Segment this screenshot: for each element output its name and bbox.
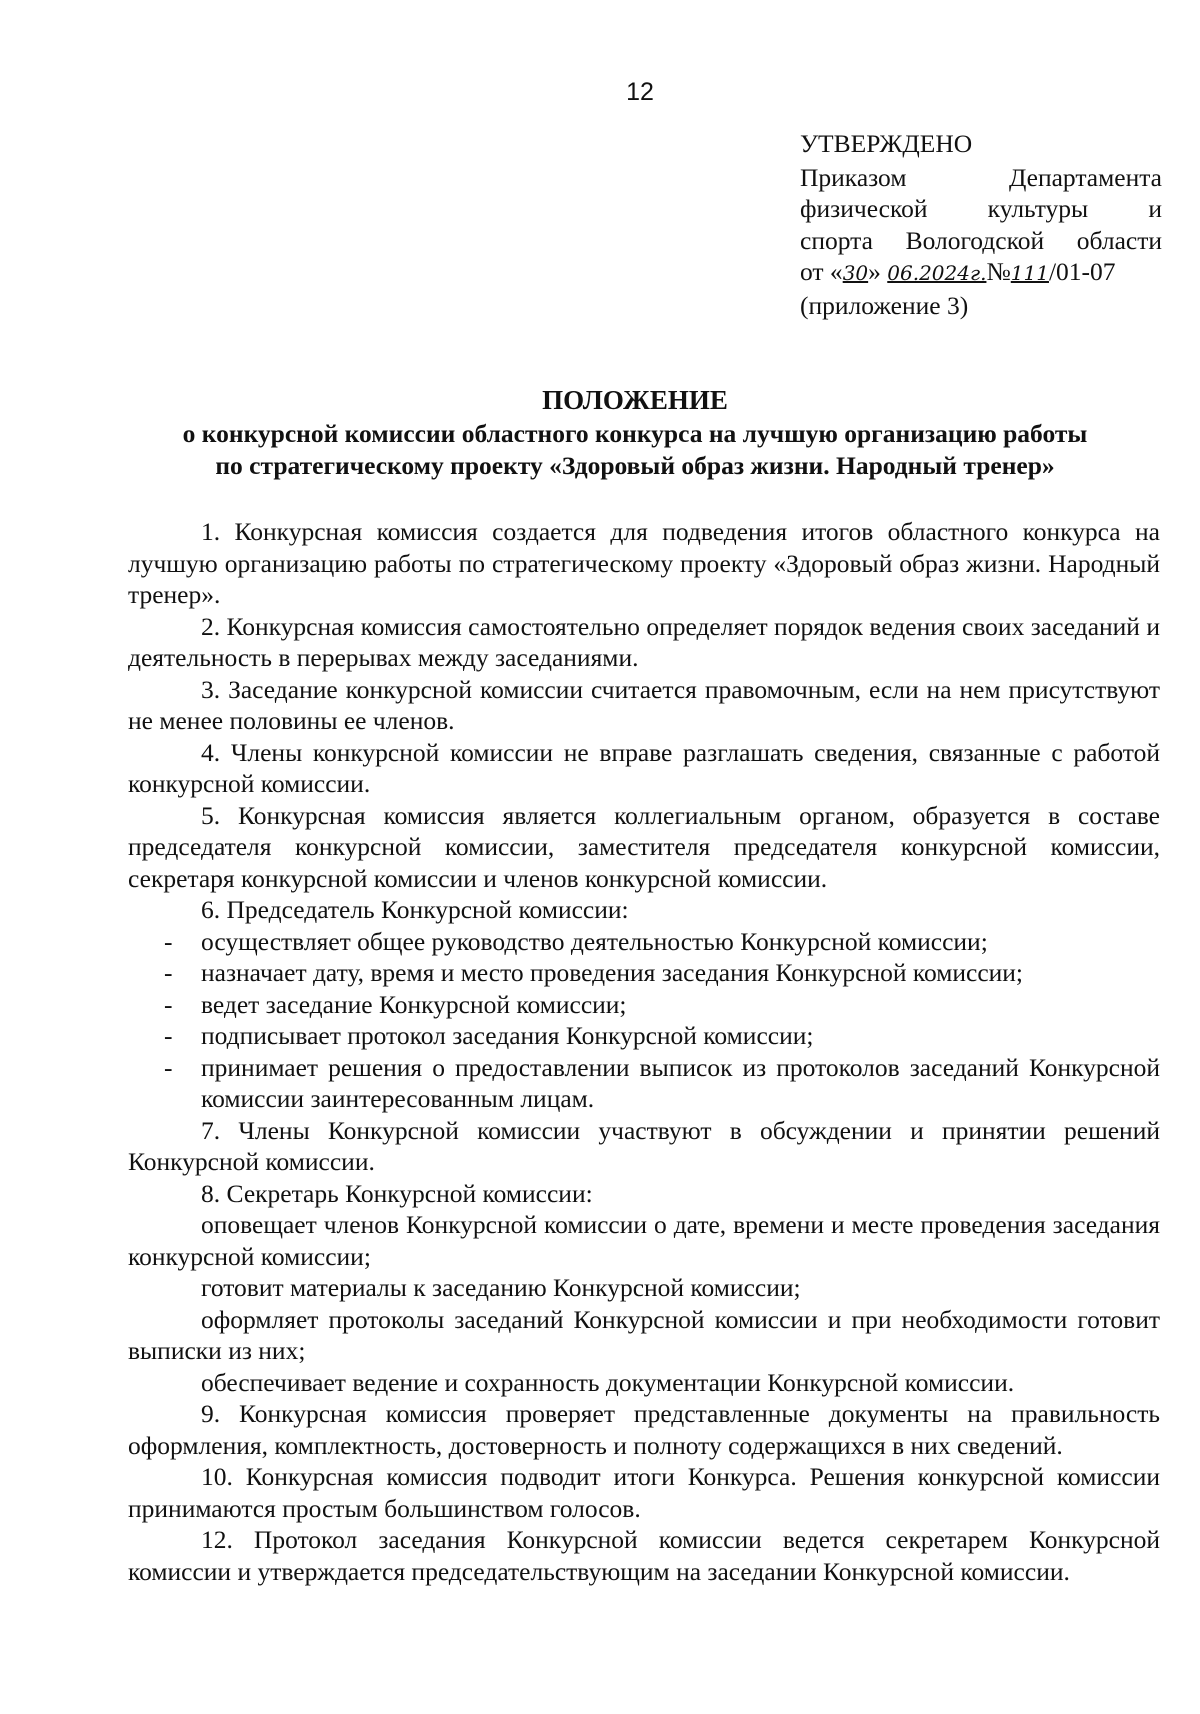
list-item	[128, 957, 1160, 989]
date-mid: »	[868, 257, 881, 286]
secretary-duty: оформляет протоколы заседаний Конкурсной комиссии и при необходимости готовит выписки из них;	[128, 1304, 1160, 1365]
subtitle-line-1: о конкурсной комиссии областного конкурса на лучшую организацию работы	[182, 419, 1088, 448]
number-prefix: №	[986, 257, 1011, 286]
paragraph-9: 9. Конкурсная комиссия проверяет представленные документы на правильность оформления, комплектность, достоверность и полноту содержащихся в них сведений.	[128, 1399, 1160, 1460]
document-title: ПОЛОЖЕНИЕ	[542, 385, 728, 415]
paragraph-5: 5. Конкурсная комиссия является коллегиальным органом, образуется в составе председателя конкурсной комиссии, заместителя председателя конкурсной комиссии, секретаря конкурсной комиссии и членов конкурсной комиссии.	[128, 800, 1160, 893]
subtitle-line-2: по стратегическому проекту «Здоровый образ жизни. Народный тренер»	[215, 451, 1055, 480]
handwritten-day: 30	[842, 261, 869, 285]
page-number: 12	[626, 78, 654, 106]
list-dash: -	[164, 958, 173, 987]
paragraph-4: 4. Члены конкурсной комиссии не вправе разглашать сведения, связанные с работой конкурсной комиссии.	[128, 737, 1160, 798]
list-dash: -	[164, 926, 173, 956]
approval-line-3: спорта Вологодской области	[800, 225, 1162, 255]
number-suffix: /01-07	[1048, 257, 1116, 286]
paragraph-1: 1. Конкурсная комиссия создается для подведения итогов областного конкурса на лучшую организацию работы по стратегическому проекту «Здоровый образ жизни. Народный тренер».	[128, 517, 1160, 609]
approval-heading: УТВЕРЖДЕНО	[800, 129, 973, 158]
paragraph-12: 12. Протокол заседания Конкурсной комиссии ведется секретарем Конкурсной комиссии и утверждается председательствующим на заседании Конкурсной комиссии.	[128, 1525, 1160, 1586]
list-item	[128, 989, 1160, 1021]
document-subtitle	[110, 418, 1160, 482]
handwritten-month-year: 06.2024г.	[887, 261, 987, 285]
handwritten-number: 111	[1010, 261, 1049, 285]
document-body	[128, 516, 1160, 1587]
list-item-text: принимает решения о предоставлении выписок из протоколов заседаний Конкурсной комиссии заинтересованным лицам.	[201, 1052, 1160, 1113]
paragraph-10: 10. Конкурсная комиссия подводит итоги Конкурса. Решения конкурсной комиссии принимаются простым большинством голосов.	[128, 1462, 1160, 1523]
list-item	[128, 1020, 1160, 1052]
approval-line-1: Приказом Департамента	[800, 162, 1162, 192]
secretary-duty: обеспечивает ведение и сохранность документации Конкурсной комиссии.	[201, 1367, 1015, 1397]
list-dash: -	[164, 989, 173, 1019]
list-item	[128, 1052, 1160, 1115]
approval-attachment: (приложение 3)	[800, 290, 969, 320]
list-item-text: ведет заседание Конкурсной комиссии;	[201, 989, 627, 1019]
secretary-duty: оповещает членов Конкурсной комиссии о дате, времени и месте проведения заседания конкурсной комиссии;	[128, 1210, 1160, 1271]
list-item-text: назначает дату, время и место проведения заседания Конкурсной комиссии;	[201, 958, 1024, 987]
approval-line-2: физической культуры и	[800, 194, 1162, 223]
list-dash: -	[164, 1052, 173, 1082]
paragraph-7: 7. Члены Конкурсной комиссии участвуют в обсуждении и принятии решений Конкурсной комиссии.	[128, 1115, 1160, 1176]
list-item-text: подписывает протокол заседания Конкурсной комиссии;	[201, 1021, 814, 1050]
paragraph-3: 3. Заседание конкурсной комиссии считается правомочным, если на нем присутствуют не менее половины ее членов.	[128, 674, 1160, 735]
approval-block	[800, 128, 1162, 321]
paragraph-2: 2. Конкурсная комиссия самостоятельно определяет порядок ведения своих заседаний и деятельность в перерывах между заседаниями.	[128, 611, 1160, 672]
date-prefix: от «	[800, 257, 843, 286]
list-item-text: осуществляет общее руководство деятельностью Конкурсной комиссии;	[201, 926, 988, 956]
approval-date-line	[800, 256, 1162, 290]
list-item	[128, 926, 1160, 958]
paragraph-6: 6. Председатель Конкурсной комиссии:	[201, 895, 629, 924]
secretary-duty: готовит материалы к заседанию Конкурсной комиссии;	[201, 1273, 801, 1302]
list-dash: -	[164, 1021, 173, 1050]
paragraph-8: 8. Секретарь Конкурсной комиссии:	[201, 1178, 593, 1208]
